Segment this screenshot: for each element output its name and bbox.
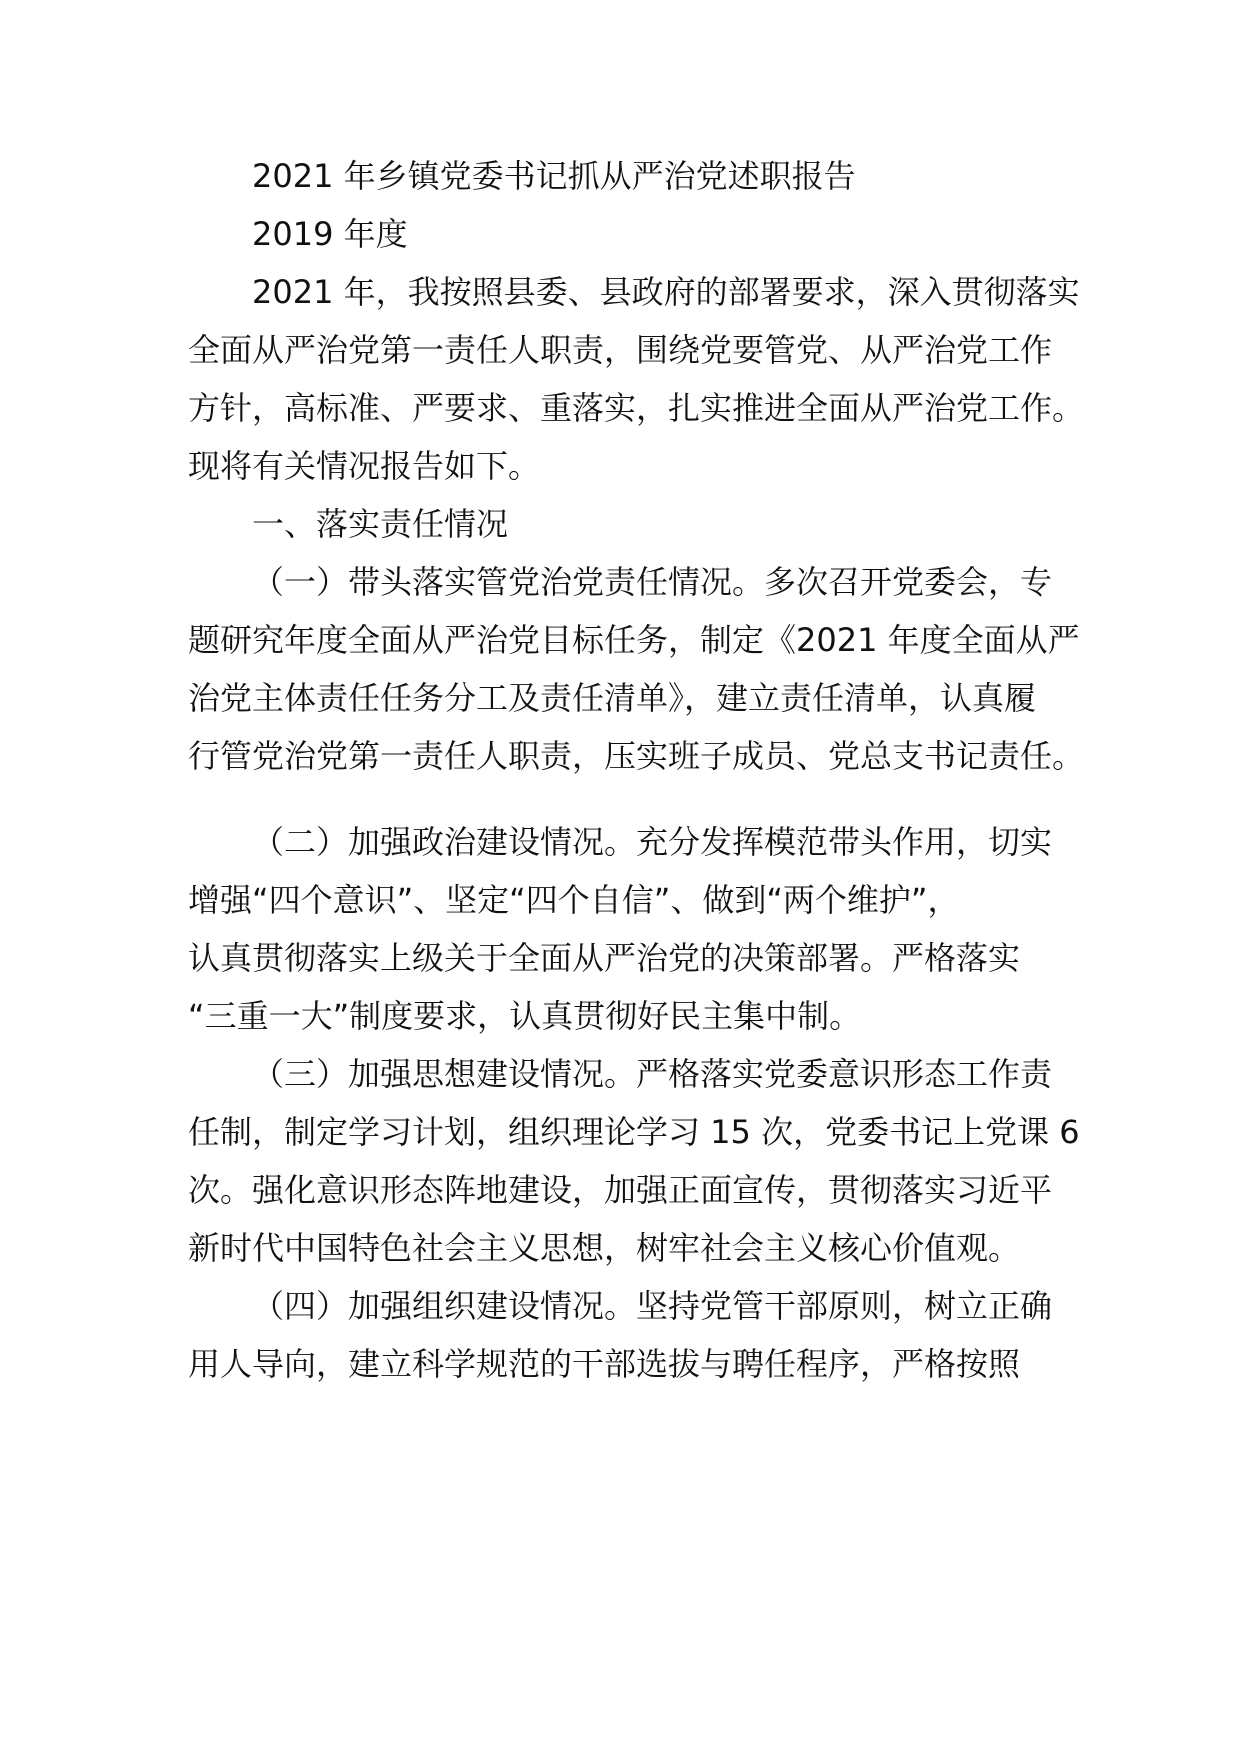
paragraph-line: “三重一大”制度要求，认真贯彻好民主集中制。 [188,997,862,1035]
paragraph-line: 题研究年度全面从严治党目标任务，制定《2021 年度全面从严 [188,621,1080,659]
paragraph-line: 次。强化意识形态阵地建设，加强正面宣传，贯彻落实习近平 [188,1171,1053,1209]
paragraph-line: （二）加强政治建设情况。充分发挥模范带头作用，切实 [252,823,1053,861]
section-heading: 一、落实责任情况 [252,505,509,543]
paragraph-line: 全面从严治党第一责任人职责，围绕党要管党、从严治党工作 [188,331,1053,369]
paragraph-line: 2021 年，我按照县委、县政府的部署要求，深入贯彻落实 [252,273,1080,311]
paragraph-line: 新时代中国特色社会主义思想，树牢社会主义核心价值观。 [188,1229,1021,1267]
paragraph-line: 现将有关情况报告如下。 [188,447,541,485]
paragraph-line: 治党主体责任任务分工及责任清单》，建立责任清单，认真履 [188,679,1037,717]
paragraph-line: （三）加强思想建设情况。严格落实党委意识形态工作责 [252,1055,1053,1093]
paragraph-line: 方针，高标准、严要求、重落实，扎实推进全面从严治党工作。 [188,389,1085,427]
paragraph-line: 增强“四个意识”、坚定“四个自信”、做到“两个维护”， [188,881,960,919]
paragraph-line: 用人导向，建立科学规范的干部选拔与聘任程序，严格按照 [188,1345,1021,1383]
document-title: 2021 年乡镇党委书记抓从严治党述职报告 [252,157,856,195]
paragraph-line: 任制，制定学习计划，组织理论学习 15 次，党委书记上党课 6 [188,1113,1080,1151]
paragraph-line: （四）加强组织建设情况。坚持党管干部原则，树立正确 [252,1287,1053,1325]
document-subtitle: 2019 年度 [252,215,408,253]
paragraph-line: 行管党治党第一责任人职责，压实班子成员、党总支书记责任。 [188,737,1085,775]
paragraph-line: 认真贯彻落实上级关于全面从严治党的决策部署。严格落实 [188,939,1021,977]
paragraph-line: （一）带头落实管党治党责任情况。多次召开党委会，专 [252,563,1053,601]
